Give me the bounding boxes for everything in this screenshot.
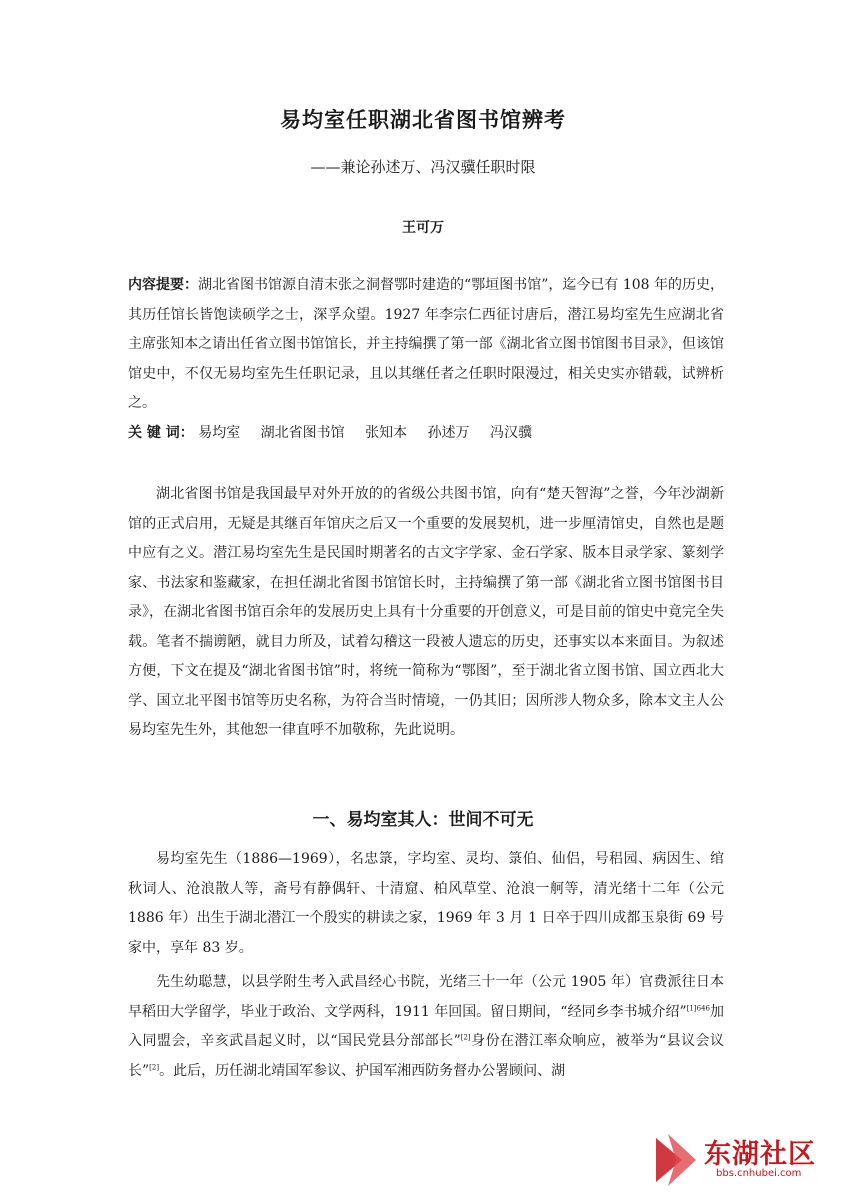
watermark-logo bbox=[652, 1130, 832, 1192]
citation-mark: [2] bbox=[460, 1033, 471, 1042]
keyword-item: 张知本 bbox=[365, 425, 408, 441]
watermark-name: 东湖社区 bbox=[704, 1139, 816, 1170]
paper-title: 易均室任职湖北省图书馆辨考 bbox=[280, 108, 566, 132]
paragraph-text: 身份在潜江率众响应，被举为“县议会议长” bbox=[128, 1033, 724, 1079]
section-heading: 一、易均室其人：世间不可无 bbox=[312, 810, 534, 830]
keyword-item: 孙述万 bbox=[427, 425, 470, 441]
abstract-text: 湖北省图书馆源自清末张之洞督鄂时建造的“鄂垣图书馆”，迄今已有 108 年的历史，其历任馆长皆饱读硕学之士，深孚众望。1927 年李宗仁西征讨唐后，潜江易均室先生应湖北省主席张知本之请出任省立图书馆馆长，并主持编撰了第一部《湖北省立图书馆图书目录》，但该馆馆史中，不仅无易均室先生任职记录，且以其继任者之任职时限漫过，相关史实亦错载，试辨析之。 bbox=[128, 277, 725, 411]
keyword-item: 湖北省图书馆 bbox=[260, 425, 345, 441]
paper-subtitle: ——兼论孙述万、冯汉骥任职时限 bbox=[310, 158, 536, 176]
section1-paragraph-1 bbox=[128, 845, 724, 963]
citation-mark: [2] bbox=[149, 1062, 160, 1071]
body-paragraph: 易均室先生（1886—1969），名忠箓，字均室、灵均、箓伯、仙侣，号稆园、病因生、绾秋词人、沧浪散人等，斋号有静偶轩、十清窟、柏风草堂、沧浪一舸等，清光绪十二年（公元 1886 年）出生于湖北潜江一个殷实的耕读之家，1969 年 3 月 1 日卒于四川成都玉泉街 69 号家中，享年 83 岁。 bbox=[128, 851, 724, 956]
keywords bbox=[128, 419, 724, 449]
logo-mark-icon bbox=[652, 1130, 702, 1186]
paragraph-text: 。此后，历任湖北靖国军参议、护国军湘西防务督办公署顾问、湖 bbox=[159, 1062, 566, 1079]
paragraph-text: 先生幼聪慧，以县学附生考入武昌经心书院，光绪三十一年（公元 1905 年）官费派往日本早稻田大学留学，毕业于政治、文学两科，1911 年回国。留日期间，“经同乡李书城介绍” bbox=[128, 974, 724, 1020]
paragraph-text: 加入同盟会，辛亥武昌起义时，以“国民党县分部部长” bbox=[128, 1003, 724, 1049]
abstract bbox=[128, 271, 724, 419]
author-name: 王可万 bbox=[402, 220, 444, 236]
intro-section bbox=[128, 480, 724, 746]
citation-mark: [1]646 bbox=[686, 1003, 710, 1012]
watermark-url: bbs.cnhubei.com bbox=[716, 1168, 802, 1179]
keywords-label: 关 键 词： bbox=[128, 425, 194, 441]
body-paragraph bbox=[128, 968, 724, 1086]
intro-paragraph: 湖北省图书馆是我国最早对外开放的的省级公共图书馆，向有“楚天智海”之誉，今年沙湖新馆的正式启用，无疑是其继百年馆庆之后又一个重要的发展契机，进一步厘清馆史，自然也是题中应有之义。潜江易均室先生是民国时期著名的古文字学家、金石学家、版本目录学家、篆刻学家、书法家和鉴藏家，在担任湖北省图书馆馆长时，主持编撰了第一部《湖北省立图书馆图书目录》，在湖北省图书馆百余年的发展历史上具有十分重要的开创意义，可是目前的馆史中竟完全失载。笔者不揣谫陋，就目力所及，试着勾稽这一段被人遗忘的历史，还事实以本来面目。为叙述方便，下文在提及“湖北省图书馆”时，将统一简称为“鄂图”，至于湖北省立图书馆、国立西北大学、国立北平图书馆等历史名称，为符合当时情境，一仍其旧；因所涉人物众多，除本文主人公易均室先生外，其他恕一律直呼不加敬称，先此说明。 bbox=[128, 486, 724, 738]
section1-paragraph-2 bbox=[128, 968, 724, 1086]
abstract-label: 内容提要： bbox=[128, 277, 199, 293]
keyword-item: 冯汉骥 bbox=[490, 425, 533, 441]
keyword-item: 易均室 bbox=[198, 425, 241, 441]
